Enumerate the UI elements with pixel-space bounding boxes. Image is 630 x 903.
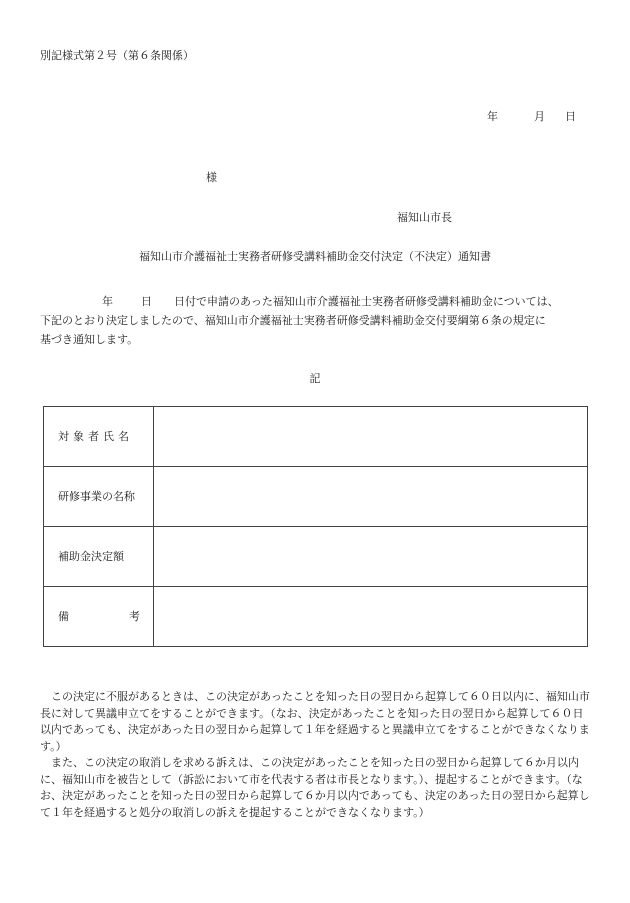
body-line-1-text: 日付で申請のあった福知山市介護福祉士実務者研修受講料補助金については、 bbox=[174, 295, 559, 308]
date-month: 月 bbox=[534, 110, 545, 123]
table-row bbox=[44, 587, 588, 647]
notes-paragraph-2: また、この決定の取消しを求める訴えは、この決定があったことを知った日の翌日から起算して６か月以内に、福知山市を被告として（訴訟において市を代表する者は市長となります。）、提起することができます。（なお、決定があったことを知った日の翌日から起算して６か月以内であっても、決定のあった日の翌日から起算して１年を経過すると処分の取消しの訴えを提起することができなくなります。） bbox=[40, 756, 590, 819]
form-id: 別記様式第２号（第６条関係） bbox=[40, 49, 194, 62]
document-title: 福知山市介護福祉士実務者研修受講料補助金交付決定（不決定）通知書 bbox=[139, 250, 491, 263]
value-training-name bbox=[154, 467, 588, 527]
date-day: 日 bbox=[565, 110, 576, 123]
body-day: 日 bbox=[141, 295, 152, 308]
label-remarks bbox=[44, 587, 154, 647]
body-year: 年 bbox=[102, 295, 113, 308]
label-recipient-name: 対象者氏名 bbox=[44, 407, 154, 467]
notes-paragraph-1: この決定に不服があるときは、この決定があったことを知った日の翌日から起算して６０日以内に、福知山市長に対して異議申立てをすることができます。（なお、決定があったことを知った日の翌日から起算して６０日以内であっても、決定があった日の翌日から起算して１年を経過すると異議申立てをすることができなくなります。） bbox=[40, 690, 590, 753]
label-training-name: 研修事業の名称 bbox=[44, 467, 154, 527]
table-row bbox=[44, 467, 588, 527]
issue-date bbox=[487, 111, 576, 122]
body-line-1 bbox=[40, 292, 590, 311]
value-subsidy-amount bbox=[154, 527, 588, 587]
label-subsidy-amount: 補助金決定額 bbox=[44, 527, 154, 587]
table-row bbox=[44, 407, 588, 467]
appeal-notes bbox=[40, 689, 593, 821]
addressee-suffix: 様 bbox=[206, 171, 217, 184]
notification-body bbox=[40, 292, 590, 349]
table-row bbox=[44, 527, 588, 587]
remarks-char-1: 備 bbox=[58, 610, 69, 623]
decision-table bbox=[43, 406, 588, 647]
issuer-name: 福知山市長 bbox=[397, 211, 452, 224]
body-line-2: 下記のとおり決定しましたので、福知山市介護福祉士実務者研修受講料補助金交付要綱第６条の規定に bbox=[40, 314, 546, 327]
value-recipient-name bbox=[154, 407, 588, 467]
value-remarks bbox=[154, 587, 588, 647]
body-line-3: 基づき通知します。 bbox=[40, 333, 139, 346]
date-year: 年 bbox=[487, 110, 498, 123]
ki-heading: 記 bbox=[309, 372, 321, 385]
remarks-char-2: 考 bbox=[129, 610, 140, 623]
